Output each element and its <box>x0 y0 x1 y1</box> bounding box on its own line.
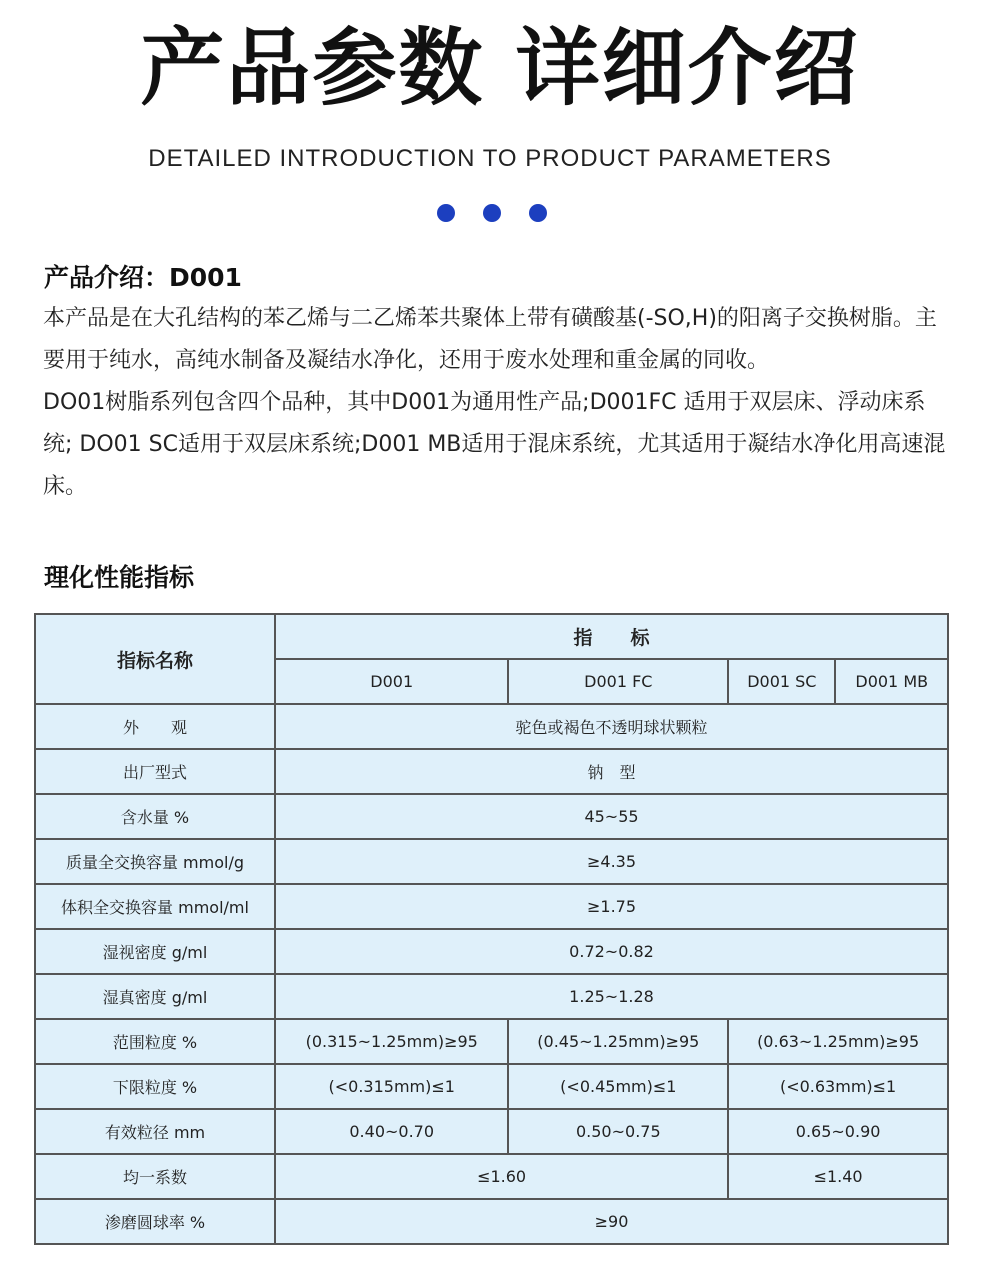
page-subtitle: DETAILED INTRODUCTION TO PRODUCT PARAMETERS <box>148 145 832 172</box>
table-row <box>35 704 948 749</box>
table-row <box>35 929 948 974</box>
row-name: 渗磨圆球率 % <box>35 1199 275 1244</box>
row-name: 下限粒度 % <box>35 1064 275 1109</box>
row-value: ≤1.60 <box>275 1154 728 1199</box>
intro-paragraph: DO01树脂系列包含四个品种，其中D001为通用性产品;D001FC 适用于双层床、浮动床系统; DO01 SC适用于双层床系统;D001 MB适用于混床系统，尤其适用于凝结水净化用高速混床。 <box>43 390 946 499</box>
table-row <box>35 1064 948 1109</box>
intro-heading: 产品介绍：D001 <box>44 263 242 292</box>
section-heading: 理化性能指标 <box>44 563 195 592</box>
name-header: 指标名称 <box>35 614 275 704</box>
column-header: D001 <box>275 659 508 704</box>
table-row <box>35 1109 948 1154</box>
row-name: 范围粒度 % <box>35 1019 275 1064</box>
row-name: 湿真密度 g/ml <box>35 974 275 1019</box>
row-name: 出厂型式 <box>35 749 275 794</box>
row-value: ≥4.35 <box>275 839 948 884</box>
row-value: 0.72~0.82 <box>275 929 948 974</box>
row-value: (0.63~1.25mm)≥95 <box>728 1019 948 1064</box>
column-header: D001 MB <box>835 659 948 704</box>
intro-text <box>43 298 953 508</box>
row-value: 45~55 <box>275 794 948 839</box>
row-name: 含水量 % <box>35 794 275 839</box>
table-row <box>35 839 948 884</box>
row-value: 1.25~1.28 <box>275 974 948 1019</box>
dot <box>483 204 501 222</box>
table-row <box>35 1199 948 1244</box>
row-value: 驼色或褐色不透明球状颗粒 <box>275 704 948 749</box>
row-name: 外 观 <box>35 704 275 749</box>
column-header: D001 FC <box>508 659 728 704</box>
row-name: 体积全交换容量 mmol/ml <box>35 884 275 929</box>
row-name: 均一系数 <box>35 1154 275 1199</box>
dot <box>437 204 455 222</box>
decorative-dots <box>437 204 547 222</box>
table-row <box>35 749 948 794</box>
row-value: ≤1.40 <box>728 1154 948 1199</box>
page-title: 产品参数 详细介绍 <box>140 19 860 117</box>
row-name: 质量全交换容量 mmol/g <box>35 839 275 884</box>
row-value: ≥90 <box>275 1199 948 1244</box>
row-name: 湿视密度 g/ml <box>35 929 275 974</box>
column-header: D001 SC <box>728 659 835 704</box>
table-row <box>35 1019 948 1064</box>
row-value: 0.50~0.75 <box>508 1109 728 1154</box>
dot <box>529 204 547 222</box>
spec-table <box>34 613 949 1245</box>
row-name: 有效粒径 mm <box>35 1109 275 1154</box>
group-header: 指 标 <box>275 614 948 659</box>
row-value: ≥1.75 <box>275 884 948 929</box>
row-value: (<0.315mm)≤1 <box>275 1064 508 1109</box>
row-value: (<0.63mm)≤1 <box>728 1064 948 1109</box>
row-value: 0.40~0.70 <box>275 1109 508 1154</box>
row-value: (0.315~1.25mm)≥95 <box>275 1019 508 1064</box>
table-row <box>35 974 948 1019</box>
table-row <box>35 794 948 839</box>
row-value: 钠 型 <box>275 749 948 794</box>
row-value: (0.45~1.25mm)≥95 <box>508 1019 728 1064</box>
table-row <box>35 1154 948 1199</box>
row-value: 0.65~0.90 <box>728 1109 948 1154</box>
table-row <box>35 884 948 929</box>
row-value: (<0.45mm)≤1 <box>508 1064 728 1109</box>
intro-paragraph: 本产品是在大孔结构的苯乙烯与二乙烯苯共聚体上带有磺酸基(-SO,H)的阳离子交换树脂。主要用于纯水，高纯水制备及凝结水净化，还用于废水处理和重金属的同收。 <box>43 306 937 373</box>
